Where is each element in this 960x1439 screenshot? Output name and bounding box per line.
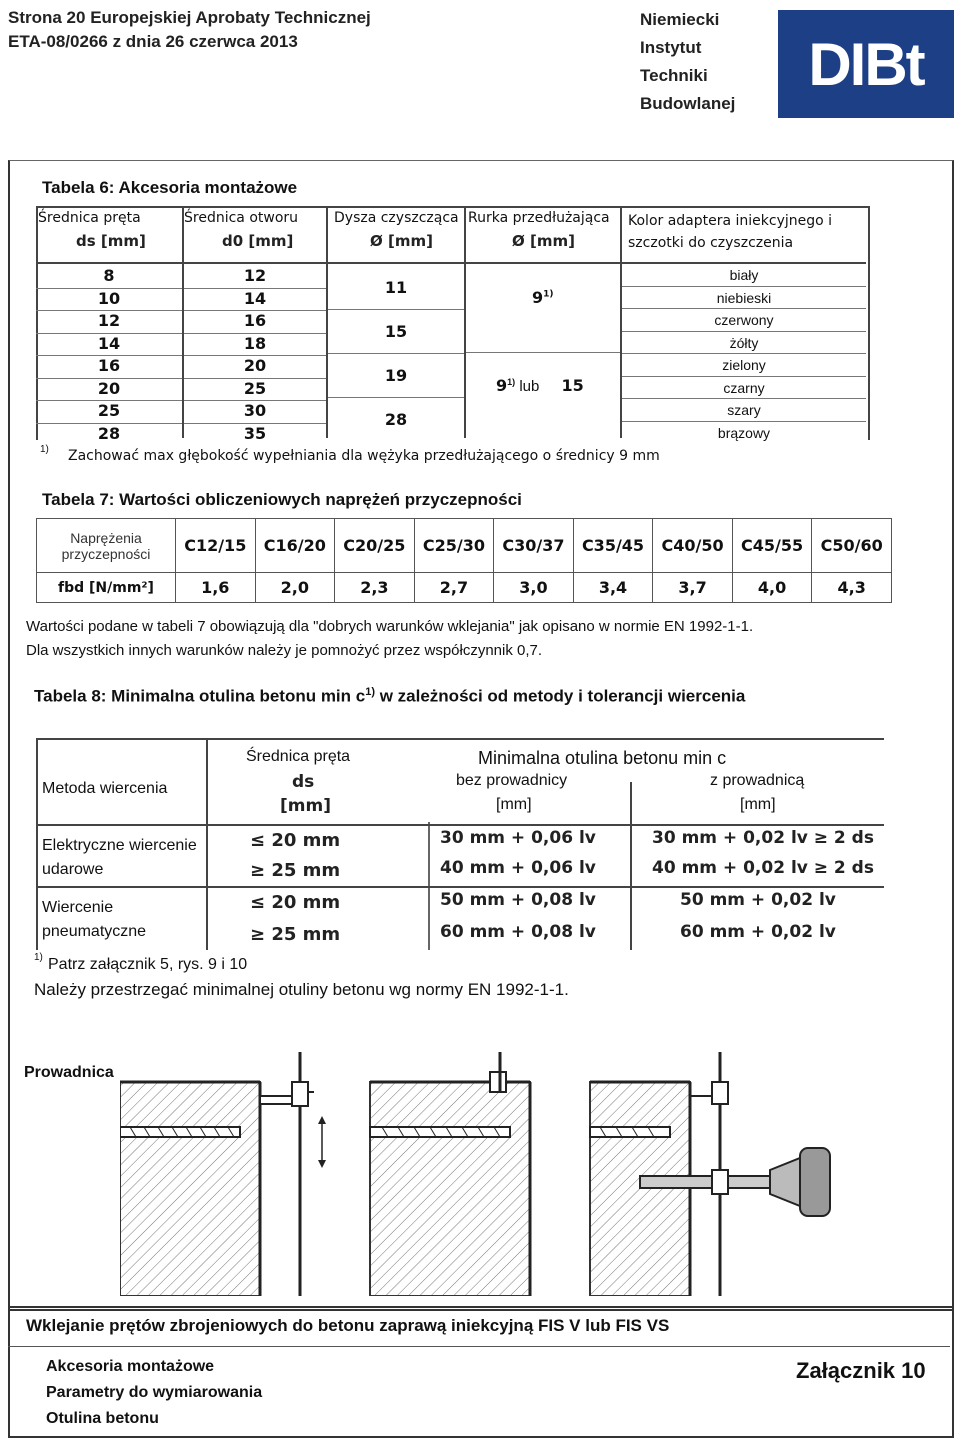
footer-items [46, 1354, 262, 1432]
t6-nozzle-cell: 19 [328, 354, 464, 398]
t6-ds-cell: 16 [36, 356, 182, 379]
t8-ds-cell: ≤ 20 mm [250, 892, 341, 913]
t6-unit-ds: ds [mm] [76, 232, 146, 250]
t6-nozzle-cell: 28 [384, 410, 408, 429]
t6-unit-nozzle: Ø [mm] [370, 232, 433, 250]
t6-tube-top-value: 9 [532, 288, 544, 307]
t7-class: C16/20 [255, 519, 335, 573]
t7-value: 3,7 [653, 573, 733, 603]
table8 [36, 738, 884, 950]
t6-color-cell: żółty [622, 332, 866, 355]
header-left [8, 6, 371, 54]
t6-color-cell: zielony [622, 354, 866, 377]
institute-line2: Instytut [640, 38, 702, 57]
t8-with-cell: 30 mm + 0,02 lv ≥ 2 ds [652, 828, 874, 848]
t8-col-with: z prowadnicą [710, 772, 805, 789]
t8-col-without: bez prowadnicy [456, 772, 568, 789]
t8-unit-without: [mm] [496, 796, 532, 813]
t6-head-tube: Rurka przedłużająca [468, 210, 610, 226]
footer-item: Akcesoria montażowe [46, 1358, 215, 1375]
t8-col-ds-unit-b: [mm] [280, 796, 331, 816]
header-line1: Strona 20 Europejskiej Aprobaty Technicznej [8, 8, 371, 27]
institute-name [640, 6, 735, 118]
t8-with-cell: 50 mm + 0,02 lv [680, 890, 836, 910]
t6-col-color [622, 264, 866, 443]
t7-value: 3,4 [573, 573, 653, 603]
t6-footnote-mark: 1) [40, 444, 49, 455]
t6-d0-cell: 25 [184, 379, 326, 402]
t6-col-ds [36, 266, 182, 445]
t6-d0-cell: 35 [243, 423, 267, 443]
t8-with-cell: 40 mm + 0,02 lv ≥ 2 ds [652, 858, 874, 878]
t7-value: 2,7 [414, 573, 494, 603]
t7-value: 1,6 [176, 573, 256, 603]
t7-class: C50/60 [812, 519, 892, 573]
t8-col-ds: Średnica pręta [246, 748, 351, 765]
t7-class: C40/50 [653, 519, 733, 573]
t7-class: C30/37 [494, 519, 574, 573]
t7-note2: Dla wszystkich innych warunków należy je pomnożyć przez współczynnik 0,7. [26, 642, 543, 659]
t6-d0-cell: 18 [184, 334, 326, 357]
t6-tube-bottom-b: 15 [561, 376, 584, 395]
t6-color-cell: szary [622, 399, 866, 422]
t6-ds-cell: 20 [36, 379, 182, 402]
table7-title: Tabela 7: Wartości obliczeniowych naprężeń przyczepności [42, 490, 522, 509]
t6-head-d0: Średnica otworu [184, 210, 299, 226]
t8-title-b: w zależności od metody i tolerancji wiercenia [375, 686, 746, 706]
t8-title-sup: 1) [365, 686, 375, 698]
t8-ds-cell: ≥ 25 mm [250, 924, 341, 945]
t7-value: 2,3 [335, 573, 415, 603]
t7-row-header: Naprężenia przyczepności [37, 519, 176, 573]
t7-value: 4,3 [812, 573, 892, 603]
t6-tube-bottom [496, 376, 584, 395]
institute-line3: Techniki [640, 66, 708, 85]
footer-item: Otulina betonu [46, 1410, 159, 1427]
t8-with-cell: 60 mm + 0,02 lv [680, 922, 836, 942]
t8-without-cell: 30 mm + 0,06 lv [440, 828, 596, 848]
t8-method-1: Elektryczne wiercenie udarowe [42, 837, 197, 878]
t8-ds-cell: ≥ 25 mm [250, 860, 341, 881]
annex-label: Załącznik 10 [796, 1358, 926, 1383]
table6 [36, 206, 866, 443]
t6-d0-cell: 14 [184, 289, 326, 312]
middle-guide-illustration [370, 1052, 530, 1296]
table7 [36, 518, 892, 603]
t6-tube-top [532, 288, 554, 307]
t6-color-cell: brązowy [717, 424, 771, 441]
t6-unit-d0: d0 [mm] [222, 232, 294, 250]
t6-col-d0 [184, 266, 326, 445]
t6-nozzle-cell: 15 [328, 310, 464, 354]
t8-unit-with: [mm] [740, 796, 776, 813]
t6-head-color: Kolor adaptera iniekcyjnego i szczotki do czyszczenia [628, 213, 833, 251]
t6-d0-cell: 12 [184, 266, 326, 289]
t7-row-label: fbd [N/mm²] [37, 573, 176, 603]
t6-col-tube [466, 266, 620, 438]
t6-tube-bottom-a: 9 [496, 376, 508, 395]
t6-color-cell: biały [622, 264, 866, 287]
t6-ds-cell: 10 [36, 289, 182, 312]
t6-head-ds: Średnica pręta [38, 210, 141, 226]
t6-unit-tube: Ø [mm] [512, 232, 575, 250]
t8-col-cover: Minimalna otulina betonu min c [478, 748, 727, 768]
t6-d0-cell: 20 [184, 356, 326, 379]
t6-d0-cell: 16 [184, 311, 326, 334]
t7-value: 2,0 [255, 573, 335, 603]
t8-footnote-mark: 1) [34, 952, 43, 963]
t7-note1: Wartości podane w tabeli 7 obowiązują dla "dobrych warunków wklejania" jak opisano w normie EN 1992-1-1. [26, 618, 754, 635]
t6-d0-cell: 30 [184, 401, 326, 424]
t8-note: Należy przestrzegać minimalnej otuliny betonu wg normy EN 1992-1-1. [34, 980, 569, 999]
table6-title: Tabela 6: Akcesoria montażowe [42, 178, 298, 197]
header-line2: ETA-08/0266 z dnia 26 czerwca 2013 [8, 32, 298, 51]
t8-footnote: Patrz załącznik 5, rys. 9 i 10 [48, 956, 248, 973]
t7-class: C45/55 [732, 519, 812, 573]
institute-line4: Budowlanej [640, 94, 736, 113]
right-guide-illustration [590, 1052, 830, 1296]
footer-title: Wklejanie prętów zbrojeniowych do betonu zaprawą iniekcyjną FIS V lub FIS VS [26, 1316, 670, 1335]
footer-item: Parametry do wymiarowania [46, 1384, 263, 1401]
t8-without-cell: 40 mm + 0,06 lv [440, 858, 596, 878]
t6-head-nozzle: Dysza czyszcząca [334, 210, 459, 226]
t8-without-cell: 60 mm + 0,08 lv [440, 922, 596, 942]
t6-tube-or: lub [519, 378, 540, 395]
guide-drawing [120, 1052, 940, 1296]
dibt-logo: DIBt [778, 10, 954, 118]
t8-col-method: Metoda wiercenia [42, 780, 168, 797]
institute-line1: Niemiecki [640, 10, 720, 29]
t6-color-cell: czarny [622, 377, 866, 400]
t6-tube-top-sup: 1) [543, 289, 554, 300]
t7-class: C25/30 [414, 519, 494, 573]
table8-title [34, 686, 745, 707]
t6-tube-bottom-sup: 1) [507, 377, 516, 387]
t6-nozzle-cell: 11 [328, 266, 464, 310]
t7-value: 4,0 [732, 573, 812, 603]
t6-ds-cell: 8 [36, 266, 182, 289]
t8-method-2: Wiercenie pneumatyczne [42, 899, 147, 940]
left-guide-illustration [120, 1052, 326, 1296]
t7-value: 3,0 [494, 573, 574, 603]
t6-ds-cell: 14 [36, 334, 182, 357]
figure-label: Prowadnica [24, 1064, 114, 1081]
t6-color-cell: czerwony [622, 309, 866, 332]
t7-class: C20/25 [335, 519, 415, 573]
t7-class: C12/15 [176, 519, 256, 573]
t6-ds-cell: 28 [97, 423, 121, 443]
t7-class: C35/45 [573, 519, 653, 573]
t8-col-ds-unit-a: ds [292, 772, 315, 792]
t6-ds-cell: 12 [36, 311, 182, 334]
t6-color-cell: niebieski [622, 287, 866, 310]
t8-ds-cell: ≤ 20 mm [250, 830, 341, 851]
t8-without-cell: 50 mm + 0,08 lv [440, 890, 596, 910]
t8-title-a: Tabela 8: Minimalna otulina betonu min c [34, 686, 366, 706]
t6-col-nozzle [328, 266, 464, 441]
t6-ds-cell: 25 [36, 401, 182, 424]
t6-footnote: Zachować max głębokość wypełniania dla wężyka przedłużającego o średnicy 9 mm [68, 448, 660, 464]
